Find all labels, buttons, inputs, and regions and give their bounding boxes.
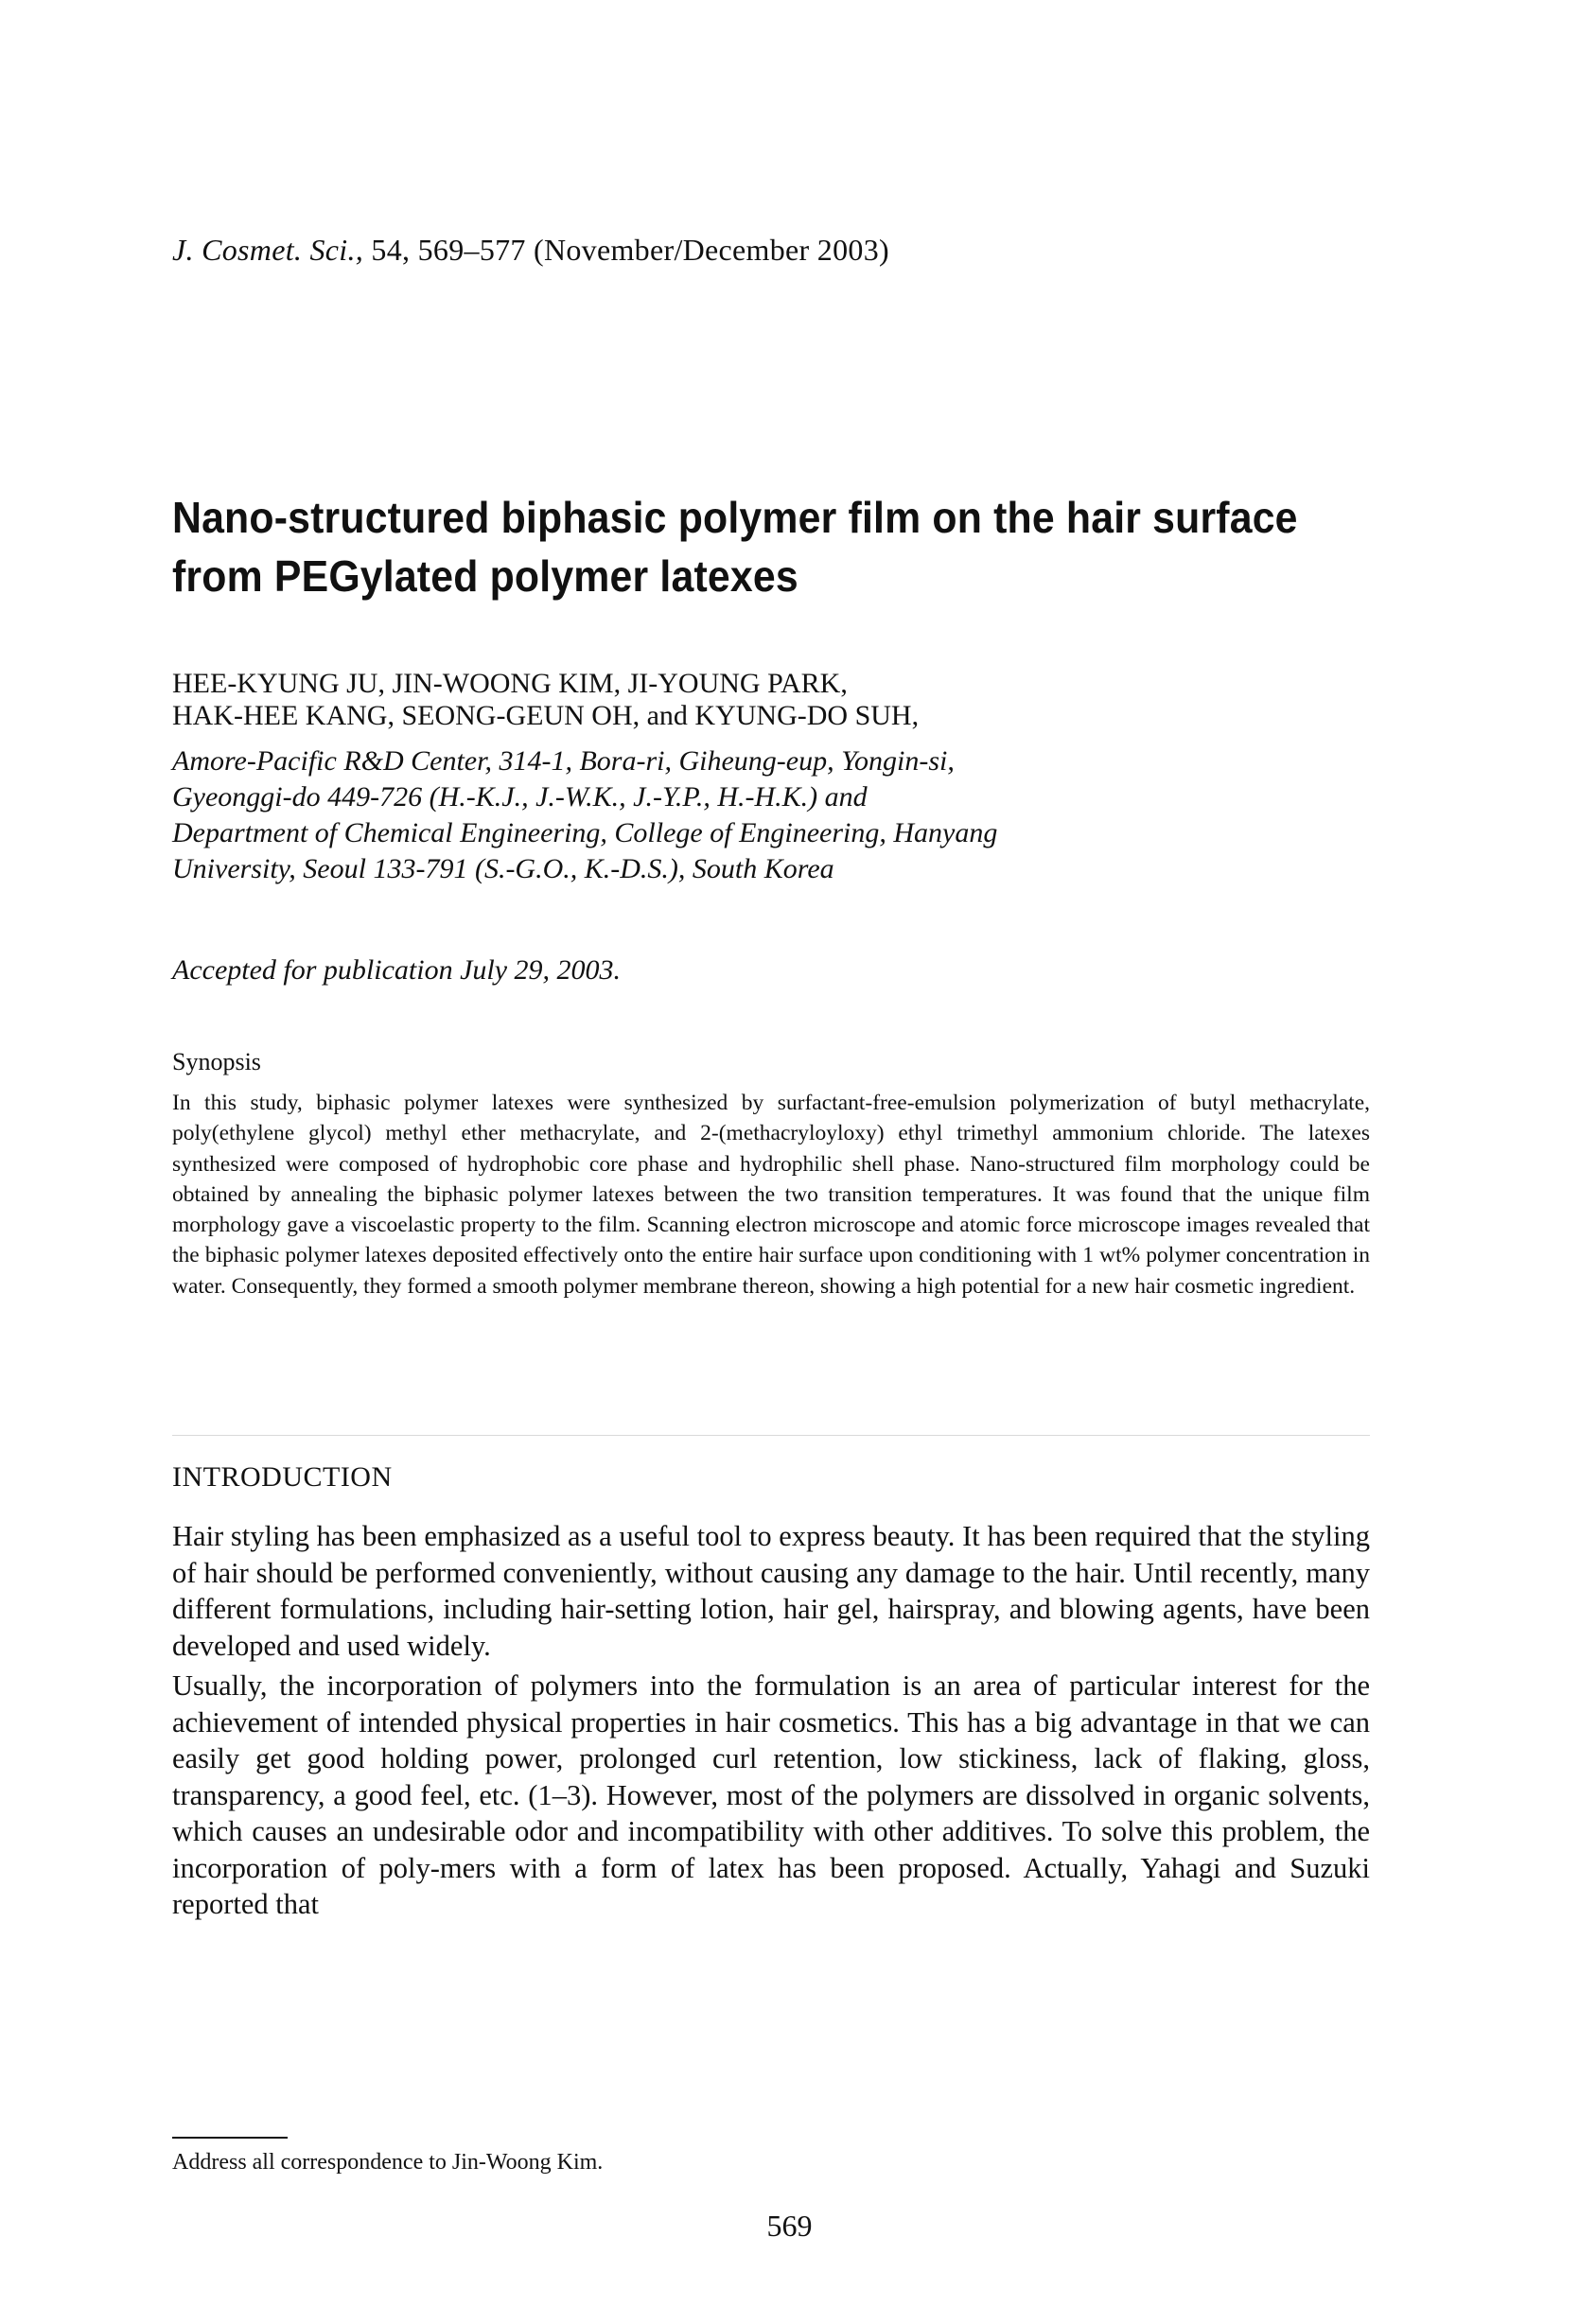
introduction-heading: INTRODUCTION	[172, 1461, 393, 1493]
page-number: 569	[766, 2209, 813, 2243]
synopsis-body: In this study, biphasic polymer latexes were synthesized by surfactant-free-emulsion polymerization of butyl methacrylate, poly(ethylene glycol) methyl ether methacrylate, and 2-(methacryloyloxy) ethyl trimethyl ammonium chloride. The latexes synthesized were composed of hydrophobic core phase and hydrophilic shell phase. Nano-structured film morphology could be obtained by annealing the biphasic polymer latexes between the two transition temperatures. It was found that the unique film morphology gave a viscoelastic property to the film. Scanning electron microscope and atomic force microscope images revealed that the biphasic polymer latexes deposited effectively onto the entire hair surface upon conditioning with 1 wt% polymer concentration in water. Consequently, they formed a smooth polymer membrane thereon, showing a high potential for a new hair cosmetic ingredient.	[172, 1091, 1370, 1299]
journal-abbrev: J. Cosmet. Sci.,	[172, 233, 364, 267]
affiliation-line: Gyeonggi-do 449-726 (H.-K.J., J.-W.K., J.-Y.P., H.-H.K.) and	[172, 781, 868, 813]
affiliation-line: Department of Chemical Engineering, College of Engineering, Hanyang	[172, 817, 998, 848]
section-divider	[172, 1435, 1370, 1436]
author-list	[172, 668, 1402, 732]
body-paragraph: Usually, the incorporation of polymers into the formulation is an area of particular interest for the achievement of intended physical properties in hair cosmetics. This has a big advantage in that we can easily get good holding power, prolonged curl retention, low stickiness, lack of flaking, gloss, transparency, a good feel, etc. (1–3). However, most of the polymers are dissolved in organic solvents, which causes an undesirable odor and incompatibility with other additives. To solve this problem, the incorporation of poly-mers with a form of latex has been proposed. Actually, Yahagi and Suzuki reported that	[172, 1669, 1370, 1920]
authors-line: HAK-HEE KANG, SEONG-GEUN OH, and KYUNG-DO SUH,	[172, 700, 920, 731]
authors-line: HEE-KYUNG JU, JIN-WOONG KIM, JI-YOUNG PARK,	[172, 668, 848, 699]
affiliation-line: University, Seoul 133-791 (S.-G.O., K.-D.S.), South Korea	[172, 853, 834, 884]
affiliations	[172, 743, 1402, 887]
correspondence-footnote: Address all correspondence to Jin-Woong Kim.	[172, 2150, 604, 2175]
accepted-date: Accepted for publication July 29, 2003.	[172, 954, 622, 986]
synopsis-heading: Synopsis	[172, 1048, 261, 1075]
footnote-rule	[172, 2137, 288, 2139]
citation-details: 54, 569–577 (November/December 2003)	[371, 233, 889, 267]
affiliation-line: Amore-Pacific R&D Center, 314-1, Bora-ri, Giheung-eup, Yongin-si,	[172, 745, 955, 777]
body-paragraph: Hair styling has been emphasized as a useful tool to express beauty. It has been required that the styling of hair should be performed conveniently, without causing any damage to the hair. Until recently, many different formulations, including hair-setting lotion, hair gel, hairspray, and blowing agents, have been developed and used widely.	[172, 1520, 1370, 1662]
journal-citation	[172, 233, 889, 268]
article-title: Nano-structured biphasic polymer film on the hair surface from PEGylated polymer latexes	[172, 493, 1298, 601]
